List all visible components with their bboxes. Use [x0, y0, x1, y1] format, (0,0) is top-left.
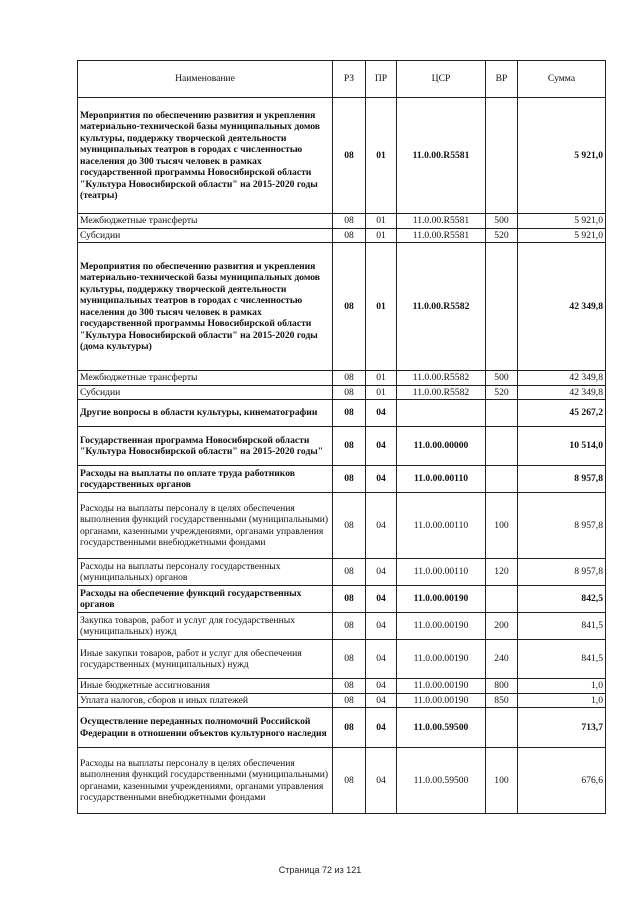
row-csr: 11.0.00.00000	[397, 427, 486, 466]
row-vr: 850	[486, 693, 518, 708]
row-csr: 11.0.00.R5582	[397, 243, 486, 371]
header-csr: ЦСР	[397, 61, 486, 98]
row-vr: 500	[486, 371, 518, 386]
table-row	[78, 243, 606, 371]
row-rz: 08	[333, 214, 366, 229]
row-sum: 45 267,2	[518, 400, 606, 427]
row-pr: 01	[366, 385, 397, 400]
row-rz: 08	[333, 640, 366, 679]
row-name: Мероприятия по обеспечению развития и укрепления материально-технической базы муниципальных домов культуры, поддержку творческой деятельности муниципальных театров в городах с численностью населения до 300 тысяч человек в рамках государственной программы Новосибирской области "Культура Новосибирской области" на 2015-2020 годы (дома культуры)	[78, 243, 333, 371]
row-rz: 08	[333, 400, 366, 427]
row-sum: 713,7	[518, 708, 606, 748]
budget-table	[77, 60, 606, 814]
row-name: Субсидии	[78, 228, 333, 243]
row-rz: 08	[333, 679, 366, 694]
row-rz: 08	[333, 98, 366, 214]
table-row	[78, 228, 606, 243]
page-number: Страница 72 из 121	[278, 865, 362, 875]
row-name: Расходы на выплаты персоналу в целях обеспечения выполнения функций государственными (муниципальными) органами, казенными учреждениями, органами управления государственными внебюджетными фондами	[78, 493, 333, 559]
row-name: Осуществление переданных полномочий Российской Федерации в отношении объектов культурного наследия	[78, 708, 333, 748]
table-row	[78, 586, 606, 613]
table-row	[78, 427, 606, 466]
row-csr: 11.0.00.00190	[397, 640, 486, 679]
table-row	[78, 385, 606, 400]
row-pr: 04	[366, 466, 397, 493]
table-row	[78, 679, 606, 694]
row-rz: 08	[333, 693, 366, 708]
row-sum: 5 921,0	[518, 228, 606, 243]
row-name: Другие вопросы в области культуры, кинематографии	[78, 400, 333, 427]
row-rz: 08	[333, 613, 366, 640]
row-vr: 800	[486, 679, 518, 694]
table-row	[78, 400, 606, 427]
row-vr: 100	[486, 493, 518, 559]
row-name: Расходы на обеспечение функций государственных органов	[78, 586, 333, 613]
header-vr: ВР	[486, 61, 518, 98]
row-rz: 08	[333, 493, 366, 559]
row-pr: 04	[366, 640, 397, 679]
row-vr	[486, 427, 518, 466]
row-pr: 01	[366, 98, 397, 214]
row-sum: 5 921,0	[518, 214, 606, 229]
row-sum: 42 349,8	[518, 243, 606, 371]
row-name: Уплата налогов, сборов и иных платежей	[78, 693, 333, 708]
table-row	[78, 98, 606, 214]
row-csr: 11.0.00.00110	[397, 559, 486, 586]
row-pr: 04	[366, 613, 397, 640]
row-rz: 08	[333, 559, 366, 586]
table-row	[78, 640, 606, 679]
row-vr	[486, 98, 518, 214]
row-rz: 08	[333, 466, 366, 493]
row-name: Расходы на выплаты персоналу государственных (муниципальных) органов	[78, 559, 333, 586]
table-row	[78, 466, 606, 493]
row-rz: 08	[333, 427, 366, 466]
header-pr: ПР	[366, 61, 397, 98]
row-sum: 1,0	[518, 679, 606, 694]
table-row	[78, 493, 606, 559]
row-csr: 11.0.00.00110	[397, 466, 486, 493]
row-pr: 04	[366, 679, 397, 694]
row-vr: 120	[486, 559, 518, 586]
row-pr: 04	[366, 748, 397, 814]
row-csr: 11.0.00.00190	[397, 693, 486, 708]
row-name: Расходы на выплаты по оплате труда работников государственных органов	[78, 466, 333, 493]
row-pr: 04	[366, 400, 397, 427]
table-row	[78, 693, 606, 708]
row-sum: 676,6	[518, 748, 606, 814]
row-csr: 11.0.00.00110	[397, 493, 486, 559]
row-name: Иные закупки товаров, работ и услуг для обеспечения государственных (муниципальных) нужд	[78, 640, 333, 679]
row-name: Межбюджетные трансферты	[78, 371, 333, 386]
row-pr: 04	[366, 586, 397, 613]
row-name: Иные бюджетные ассигнования	[78, 679, 333, 694]
row-vr	[486, 466, 518, 493]
row-csr: 11.0.00.00190	[397, 586, 486, 613]
row-csr	[397, 400, 486, 427]
row-sum: 42 349,8	[518, 371, 606, 386]
row-csr: 11.0.00.R5582	[397, 385, 486, 400]
row-vr	[486, 400, 518, 427]
row-sum: 42 349,8	[518, 385, 606, 400]
row-vr: 200	[486, 613, 518, 640]
row-name: Межбюджетные трансферты	[78, 214, 333, 229]
row-csr: 11.0.00.R5581	[397, 214, 486, 229]
row-vr: 500	[486, 214, 518, 229]
row-vr	[486, 708, 518, 748]
row-sum: 842,5	[518, 586, 606, 613]
row-csr: 11.0.00.59500	[397, 748, 486, 814]
row-csr: 11.0.00.00190	[397, 679, 486, 694]
row-sum: 5 921,0	[518, 98, 606, 214]
table-row	[78, 748, 606, 814]
row-csr: 11.0.00.R5581	[397, 98, 486, 214]
row-pr: 01	[366, 371, 397, 386]
row-pr: 04	[366, 559, 397, 586]
row-pr: 01	[366, 214, 397, 229]
row-pr: 01	[366, 228, 397, 243]
row-pr: 04	[366, 693, 397, 708]
header-rz: РЗ	[333, 61, 366, 98]
row-rz: 08	[333, 371, 366, 386]
row-sum: 8 957,8	[518, 559, 606, 586]
row-rz: 08	[333, 385, 366, 400]
row-vr: 520	[486, 228, 518, 243]
row-name: Мероприятия по обеспечению развития и укрепления материально-технической базы муниципальных домов культуры, поддержку творческой деятельности муниципальных театров в городах с численностью населения до 300 тысяч человек в рамках государственной программы Новосибирской области "Культура Новосибирской области" на 2015-2020 годы (театры)	[78, 98, 333, 214]
row-pr: 01	[366, 243, 397, 371]
row-name: Закупка товаров, работ и услуг для государственных (муниципальных) нужд	[78, 613, 333, 640]
row-rz: 08	[333, 708, 366, 748]
row-rz: 08	[333, 586, 366, 613]
header-name: Наименование	[78, 61, 333, 98]
row-vr	[486, 586, 518, 613]
row-csr: 11.0.00.R5581	[397, 228, 486, 243]
row-name: Расходы на выплаты персоналу в целях обеспечения выполнения функций государственными (муниципальными) органами, казенными учреждениями, органами управления государственными внебюджетными фондами	[78, 748, 333, 814]
row-sum: 841,5	[518, 613, 606, 640]
row-csr: 11.0.00.R5582	[397, 371, 486, 386]
header-sum: Сумма	[518, 61, 606, 98]
table-body	[78, 98, 606, 814]
row-pr: 04	[366, 427, 397, 466]
row-sum: 10 514,0	[518, 427, 606, 466]
table-header-row	[78, 61, 606, 98]
row-sum: 1,0	[518, 693, 606, 708]
row-csr: 11.0.00.59500	[397, 708, 486, 748]
row-csr: 11.0.00.00190	[397, 613, 486, 640]
table-row	[78, 214, 606, 229]
row-vr: 100	[486, 748, 518, 814]
row-name: Государственная программа Новосибирской области "Культура Новосибирской области" на 2015-2020 годы"	[78, 427, 333, 466]
row-name: Субсидии	[78, 385, 333, 400]
row-sum: 8 957,8	[518, 493, 606, 559]
row-pr: 04	[366, 493, 397, 559]
table-row	[78, 708, 606, 748]
row-vr: 240	[486, 640, 518, 679]
row-vr	[486, 243, 518, 371]
table-row	[78, 559, 606, 586]
table-row	[78, 371, 606, 386]
table-row	[78, 613, 606, 640]
row-pr: 04	[366, 708, 397, 748]
row-sum: 841,5	[518, 640, 606, 679]
row-rz: 08	[333, 228, 366, 243]
row-rz: 08	[333, 243, 366, 371]
row-vr: 520	[486, 385, 518, 400]
row-sum: 8 957,8	[518, 466, 606, 493]
row-rz: 08	[333, 748, 366, 814]
